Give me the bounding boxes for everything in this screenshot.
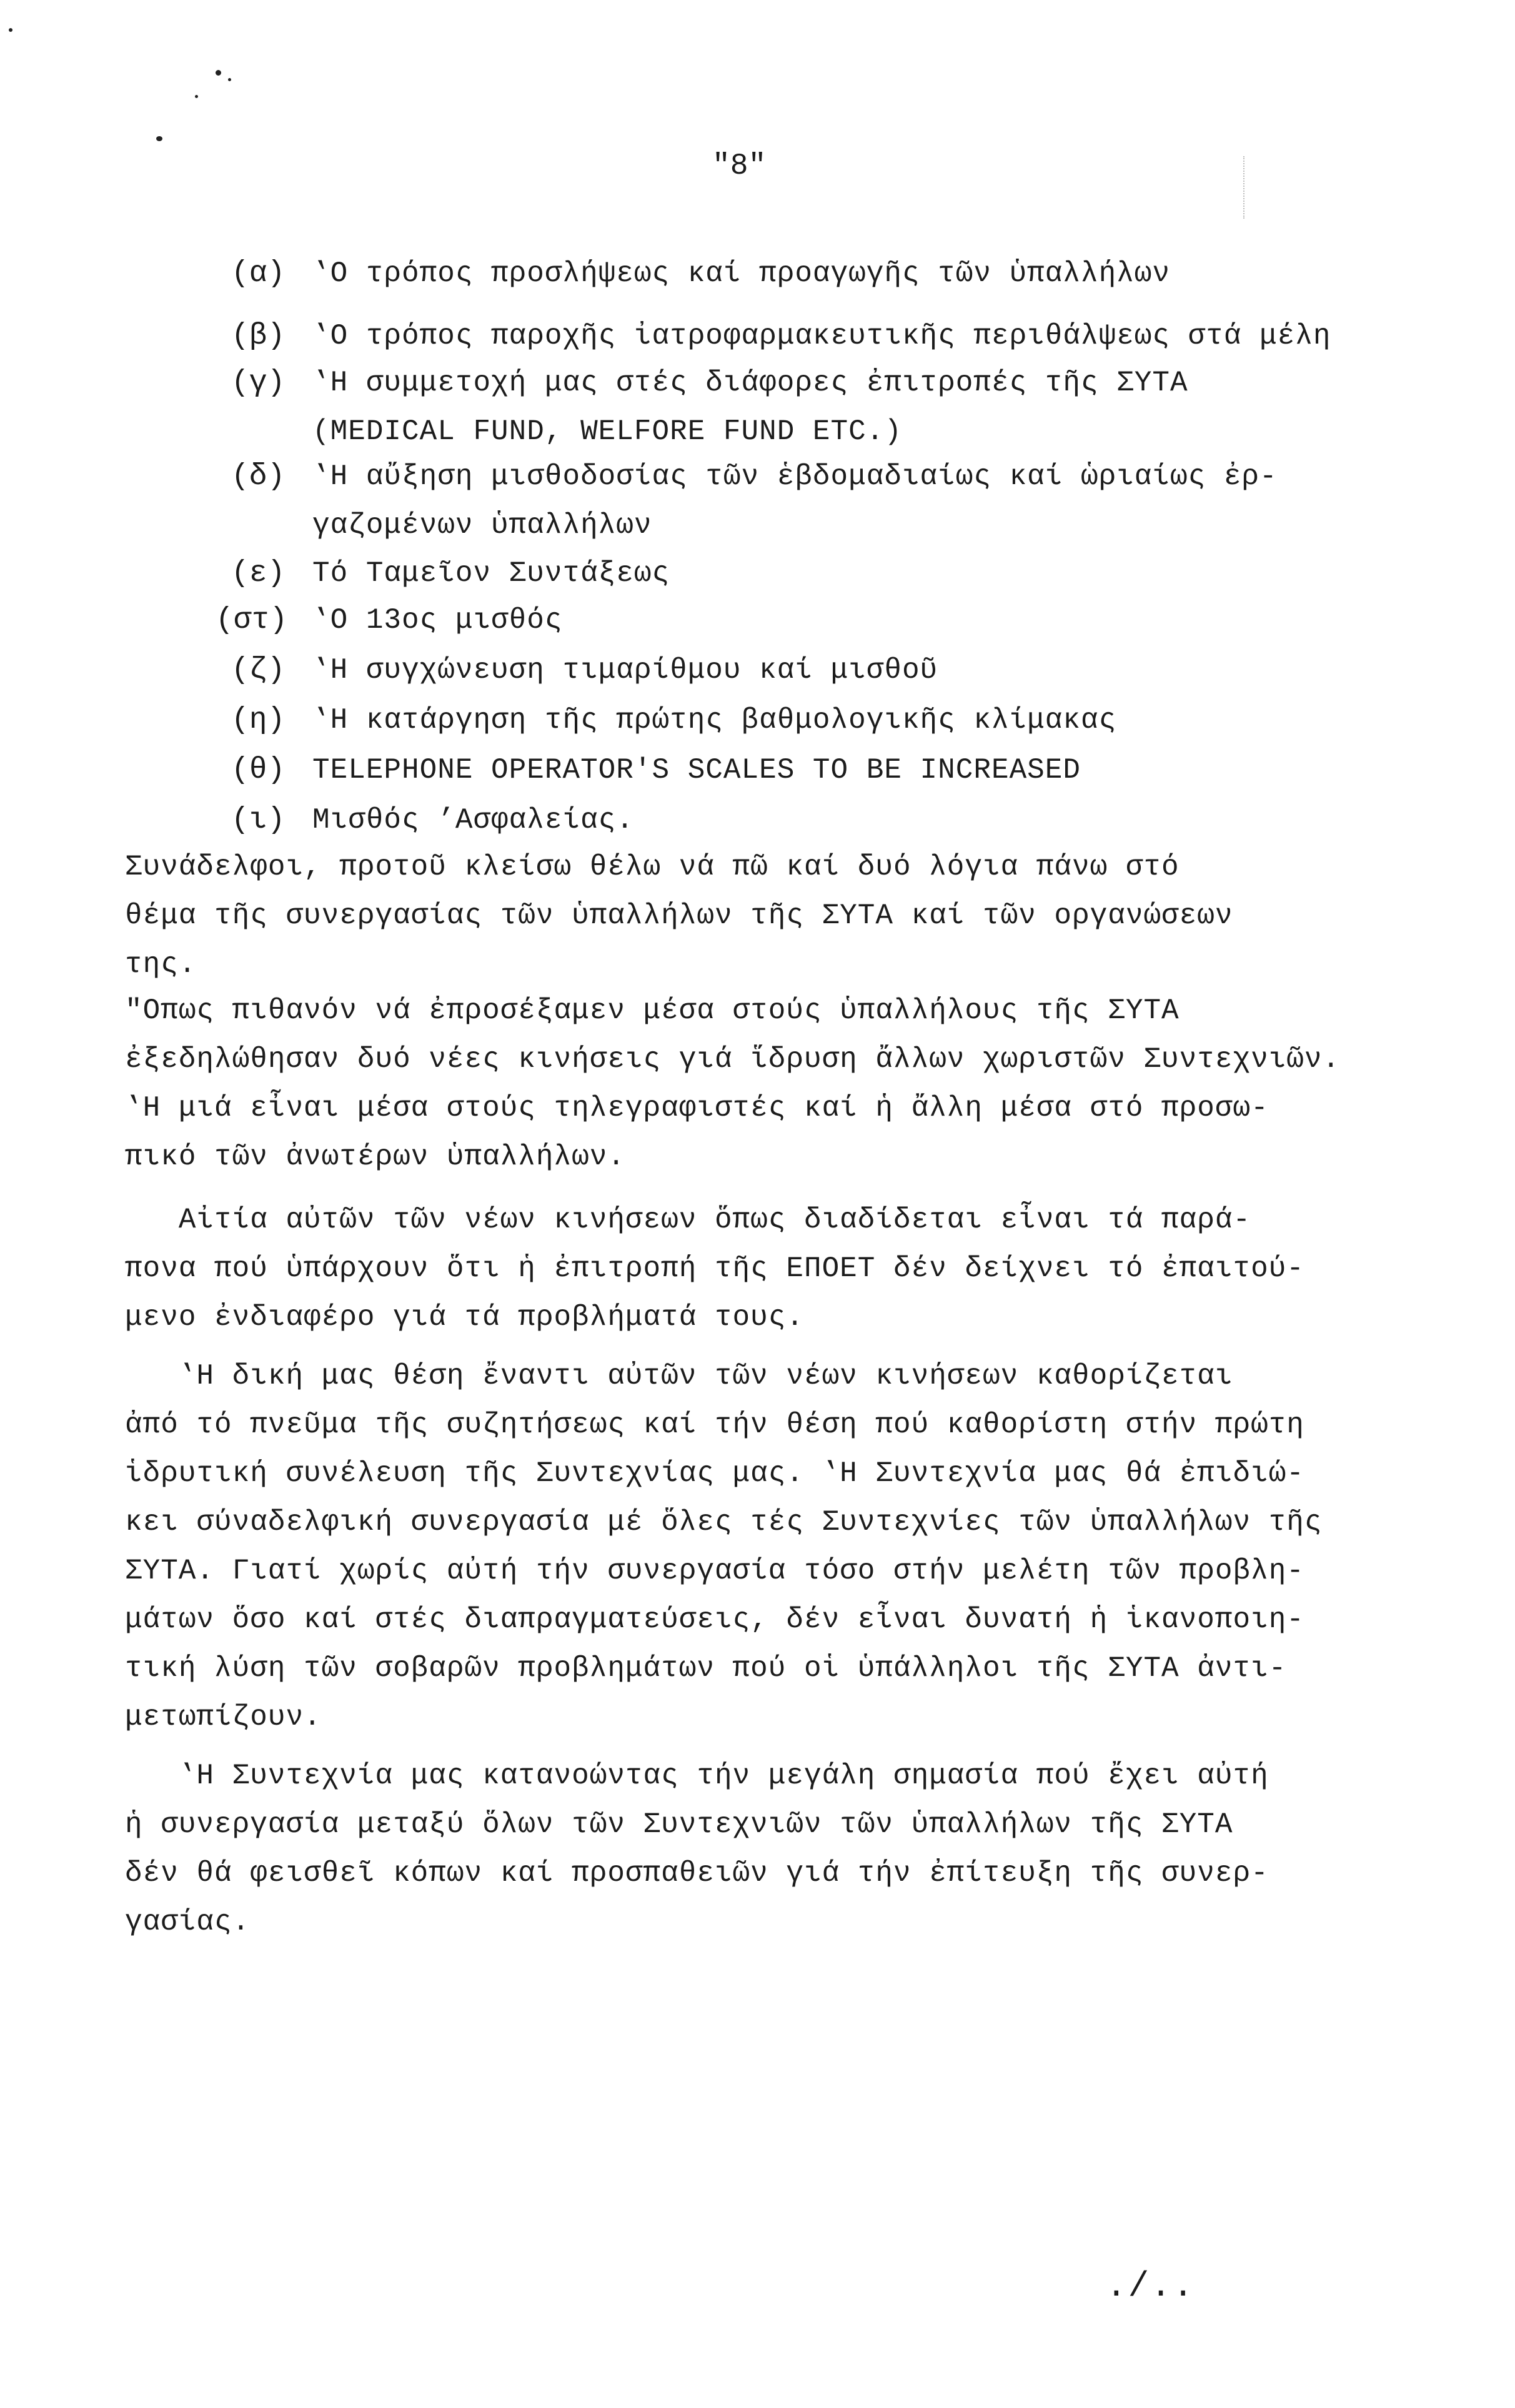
list-item-text: ‛Ο τρόπος προσλήψεως καί προαγωγῆς τῶν ὑπαλλήλων (312, 257, 1171, 290)
list-item-text: ‛Η συγχώνευση τιμαρίθμου καί μισθοῦ (312, 654, 938, 686)
list-item-label: (δ) (231, 460, 286, 493)
list-item-label: (γ) (231, 366, 286, 400)
paragraph-line: ‛Η Συντεχνία μας κατανοώντας τήν μεγάλη σημασία πού ἔχει αὐτή (125, 1760, 1269, 1792)
list-item-label: (θ) (231, 753, 286, 787)
paragraph-line: τική λύση τῶν σοβαρῶν προβλημάτων πού οἱ ὑπάλληλοι τῆς ΣΥΤΑ ἀντι- (125, 1652, 1287, 1685)
paragraph-line: "Οπως πιθανόν νά ἐπροσέξαμεν μέσα στούς ὑπαλλήλους τῆς ΣΥΤΑ (125, 994, 1180, 1027)
page-number: "8" (712, 149, 767, 183)
paragraph-line: ‛Η δική μας θέση ἔναντι αὐτῶν τῶν νέων κινήσεων καθορίζεται (125, 1360, 1233, 1392)
scan-speck (9, 28, 12, 32)
list-item-text: ‛Ο 13ος μισθός (312, 604, 563, 637)
list-item-text: ‛Η κατάργηση τῆς πρώτης βαθμολογικῆς κλίμακας (312, 704, 1117, 736)
paragraph-line: μετωπίζουν. (125, 1701, 322, 1733)
paragraph-line: γασίας. (125, 1906, 251, 1938)
list-item-text: (MEDICAL FUND, WELFORE FUND ETC.) (312, 415, 902, 448)
list-item-text: ‛Η αὔξηση μισθοδοσίας τῶν ἑβδομαδιαίως καί ὡριαίως ἐρ- (312, 460, 1278, 493)
paragraph-line: δέν θά φεισθεῖ κόπων καί προσπαθειῶν γιά τήν ἐπίτευξη τῆς συνερ- (125, 1857, 1269, 1890)
list-item-label: (α) (231, 257, 286, 290)
paragraph-line: μάτων ὅσο καί στές διαπραγματεύσεις, δέν εἶναι δυνατή ἡ ἱκανοποιη- (125, 1603, 1304, 1636)
scan-speck (156, 136, 162, 141)
list-item-label: (ι) (231, 803, 286, 837)
margin-dot-line (1243, 156, 1246, 219)
end-mark: ./.. (1106, 2266, 1195, 2306)
list-item-label: (ζ) (231, 653, 286, 687)
list-item-text: γαζομένων ὑπαλλήλων (312, 509, 652, 542)
paragraph-line: ἐξεδηλώθησαν δυό νέες κινήσεις γιά ἵδρυση ἄλλων χωριστῶν Συντεχνιῶν. (125, 1043, 1341, 1076)
paragraph-line: Συνάδελφοι, προτοῦ κλείσω θέλω νά πῶ καί δυό λόγια πάνω στό (125, 851, 1180, 883)
paragraph-line: θέμα τῆς συνεργασίας τῶν ὑπαλλήλων τῆς ΣΥΤΑ καί τῶν οργανώσεων (125, 899, 1233, 932)
paragraph-line: πικό τῶν ἀνωτέρων ὑπαλλήλων. (125, 1141, 625, 1173)
list-item-label: (στ) (216, 603, 288, 637)
list-item-label: (ε) (231, 557, 286, 590)
paragraph-line: ἡ συνεργασία μεταξύ ὅλων τῶν Συντεχνιῶν τῶν ὑπαλλήλων τῆς ΣΥΤΑ (125, 1808, 1233, 1841)
paragraph-line: της. (125, 948, 197, 981)
paragraph-line: Αἰτία αὐτῶν τῶν νέων κινήσεων ὅπως διαδίδεται εἶναι τά παρά- (125, 1204, 1251, 1236)
scan-speck (216, 70, 221, 76)
paragraph-line: ἱδρυτική συνέλευση τῆς Συντεχνίας μας. ‛Η Συντεχνία μας θά ἐπιδιώ- (125, 1457, 1304, 1490)
list-item-label: (η) (231, 703, 286, 737)
list-item-text: Τό Ταμεῖον Συντάξεως (312, 557, 670, 590)
paragraph-line: κει σύναδελφική συνεργασία μέ ὅλες τές Συντεχνίες τῶν ὑπαλλήλων τῆς (125, 1506, 1323, 1538)
paragraph-line: ἀπό τό πνεῦμα τῆς συζητήσεως καί τήν θέση πού καθορίστη στήν πρώτη (125, 1409, 1304, 1441)
list-item-text: TELEPHONE OPERATOR'S SCALES TO BE INCREASED (312, 754, 1081, 786)
scan-speck (228, 78, 231, 81)
paragraph-line: μενο ἐνδιαφέρο γιά τά προβλήματά τους. (125, 1301, 804, 1334)
list-item-text: Μισθός ’Ασφαλείας. (312, 804, 634, 836)
list-item-label: (β) (231, 319, 286, 353)
scan-speck (195, 95, 198, 98)
list-item-text: ‛Ο τρόπος παροχῆς ἰατροφαρμακευτικῆς περιθάλψεως στά μέλη (312, 320, 1331, 352)
paragraph-line: ‛Η μιά εἶναι μέσα στούς τηλεγραφιστές καί ἡ ἄλλη μέσα στό προσω- (125, 1092, 1269, 1124)
list-item-text: ‛Η συμμετοχή μας στές διάφορες ἐπιτροπές τῆς ΣΥΤΑ (312, 367, 1188, 399)
paragraph-line: ΣΥΤΑ. Γιατί χωρίς αὐτή τήν συνεργασία τόσο στήν μελέτη τῶν προβλη- (125, 1555, 1304, 1587)
paragraph-line: πονα πού ὑπάρχουν ὅτι ἡ ἐπιτροπή τῆς ΕΠΟΕΤ δέν δείχνει τό ἐπαιτού- (125, 1252, 1304, 1285)
